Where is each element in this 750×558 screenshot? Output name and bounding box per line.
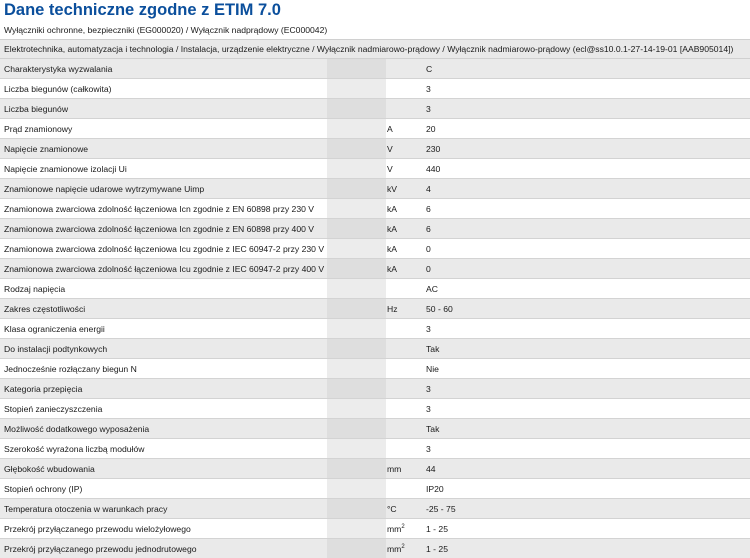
spec-unit-text: kA [387,243,398,254]
table-row [0,339,750,359]
spec-unit-text: kA [387,223,398,234]
spec-value: Tak [426,343,440,354]
spec-spacer [327,99,386,118]
spec-spacer [327,179,386,198]
spec-spacer [327,479,386,498]
spec-label: Głębokość wbudowania [4,463,95,474]
table-row [0,239,750,259]
spec-label: Stopień zanieczyszczenia [4,403,103,414]
spec-value: 6 [426,203,431,214]
spec-label: Znamionowa zwarciowa zdolność łączeniowa Icn zgodnie z EN 60898 przy 400 V [4,223,315,234]
table-row [0,99,750,119]
spec-table [0,59,750,558]
spec-unit-text: Hz [387,303,398,314]
spec-label: Rodzaj napięcia [4,283,66,294]
spec-spacer [327,339,386,358]
spec-spacer [327,239,386,258]
spec-unit [386,464,426,474]
spec-value: 1 - 25 [426,523,448,534]
spec-value: 3 [426,383,431,394]
page-title: Dane techniczne zgodne z ETIM 7.0 [4,1,281,19]
spec-label: Napięcie znamionowe izolacji Ui [4,163,127,174]
spec-value: 0 [426,243,431,254]
table-row [0,419,750,439]
table-row [0,139,750,159]
spec-spacer [327,319,386,338]
spec-unit [386,144,426,154]
table-row [0,359,750,379]
table-row [0,59,750,79]
spec-value: Nie [426,363,439,374]
spec-unit-text: mm [387,543,402,554]
spec-value: Tak [426,423,440,434]
spec-spacer [327,519,386,538]
table-row [0,159,750,179]
table-row [0,279,750,299]
spec-spacer [327,219,386,238]
spec-spacer [327,499,386,518]
spec-unit-text: kA [387,263,398,274]
spec-unit [386,164,426,174]
spec-unit [386,264,426,274]
spec-unit-exponent: 2 [401,523,405,530]
table-row [0,399,750,419]
spec-value: AC [426,283,438,294]
table-row [0,219,750,239]
spec-value: 3 [426,83,431,94]
product-class-text: Elektrotechnika, automatyzacja i technologia / Instalacja, urządzenie elektryczne / Wyłącznik nadmiarowo-prądowy / Wyłącznik nadmiarowo-prądowy (ecl@ss10.0.1-27-14-19-01 [AAB905014]) [4,43,734,54]
spec-value: 6 [426,223,431,234]
spec-label: Liczba biegunów (całkowita) [4,83,112,94]
product-group-line [0,21,750,40]
spec-spacer [327,59,386,78]
table-row [0,379,750,399]
table-row [0,479,750,499]
spec-unit-text: V [387,143,393,154]
table-row [0,539,750,558]
spec-label: Klasa ograniczenia energii [4,323,105,334]
table-row [0,79,750,99]
spec-spacer [327,459,386,478]
table-row [0,319,750,339]
product-group-text: Wyłączniki ochronne, bezpieczniki (EG000020) / Wyłącznik nadprądowy (EC000042) [4,24,328,35]
spec-label: Kategoria przepięcia [4,383,83,394]
spec-unit-text: V [387,163,393,174]
spec-value: IP20 [426,483,444,494]
spec-label: Napięcie znamionowe [4,143,89,154]
spec-unit [386,544,426,554]
table-row [0,199,750,219]
spec-unit-text: °C [387,503,397,514]
spec-label: Do instalacji podtynkowych [4,343,108,354]
spec-label: Znamionowa zwarciowa zdolność łączeniowa Icn zgodnie z EN 60898 przy 230 V [4,203,315,214]
spec-value: 440 [426,163,441,174]
spec-spacer [327,159,386,178]
spec-spacer [327,279,386,298]
spec-value: C [426,63,433,74]
spec-unit [386,184,426,194]
spec-unit [386,224,426,234]
spec-label: Przekrój przyłączanego przewodu wielożyłowego [4,523,191,534]
spec-value: 230 [426,143,441,154]
spec-value: 3 [426,103,431,114]
spec-unit [386,524,426,534]
spec-value: 3 [426,323,431,334]
spec-spacer [327,379,386,398]
spec-value: 20 [426,123,436,134]
spec-value: 1 - 25 [426,543,448,554]
spec-unit [386,244,426,254]
spec-label: Charakterystyka wyzwalania [4,63,113,74]
spec-unit-text: mm [387,463,402,474]
table-row [0,179,750,199]
table-row [0,439,750,459]
spec-label: Znamionowe napięcie udarowe wytrzymywane Uimp [4,183,205,194]
spec-value: 4 [426,183,431,194]
spec-label: Prąd znamionowy [4,123,73,134]
spec-unit [386,304,426,314]
spec-spacer [327,539,386,558]
spec-value: -25 - 75 [426,503,456,514]
spec-value: 3 [426,403,431,414]
spec-spacer [327,359,386,378]
spec-label: Zakres częstotliwości [4,303,86,314]
spec-unit [386,124,426,134]
spec-value: 44 [426,463,436,474]
spec-spacer [327,259,386,278]
table-row [0,299,750,319]
spec-unit-text: A [387,123,393,134]
spec-label: Znamionowa zwarciowa zdolność łączeniowa Icu zgodnie z IEC 60947-2 przy 230 V [4,243,325,254]
spec-label: Temperatura otoczenia w warunkach pracy [4,503,168,514]
spec-label: Jednocześnie rozłączany biegun N [4,363,137,374]
spec-spacer [327,79,386,98]
spec-unit-text: mm [387,523,402,534]
spec-label: Znamionowa zwarciowa zdolność łączeniowa Icu zgodnie z IEC 60947-2 przy 400 V [4,263,325,274]
spec-unit-exponent: 2 [401,543,405,550]
spec-unit-text: kV [387,183,398,194]
spec-spacer [327,139,386,158]
spec-unit [386,504,426,514]
spec-spacer [327,419,386,438]
table-row [0,459,750,479]
spec-value: 50 - 60 [426,303,453,314]
spec-label: Możliwość dodatkowego wyposażenia [4,423,150,434]
table-row [0,519,750,539]
spec-spacer [327,199,386,218]
spec-unit-text: kA [387,203,398,214]
spec-label: Przekrój przyłączanego przewodu jednodrutowego [4,543,197,554]
spec-label: Szerokość wyrażona liczbą modułów [4,443,145,454]
spec-unit [386,204,426,214]
spec-spacer [327,119,386,138]
table-row [0,259,750,279]
spec-spacer [327,399,386,418]
spec-label: Stopień ochrony (IP) [4,483,83,494]
spec-label: Liczba biegunów [4,103,69,114]
spec-spacer [327,299,386,318]
spec-value: 0 [426,263,431,274]
table-row [0,499,750,519]
table-row [0,119,750,139]
spec-value: 3 [426,443,431,454]
product-class-line [0,40,750,59]
spec-spacer [327,439,386,458]
